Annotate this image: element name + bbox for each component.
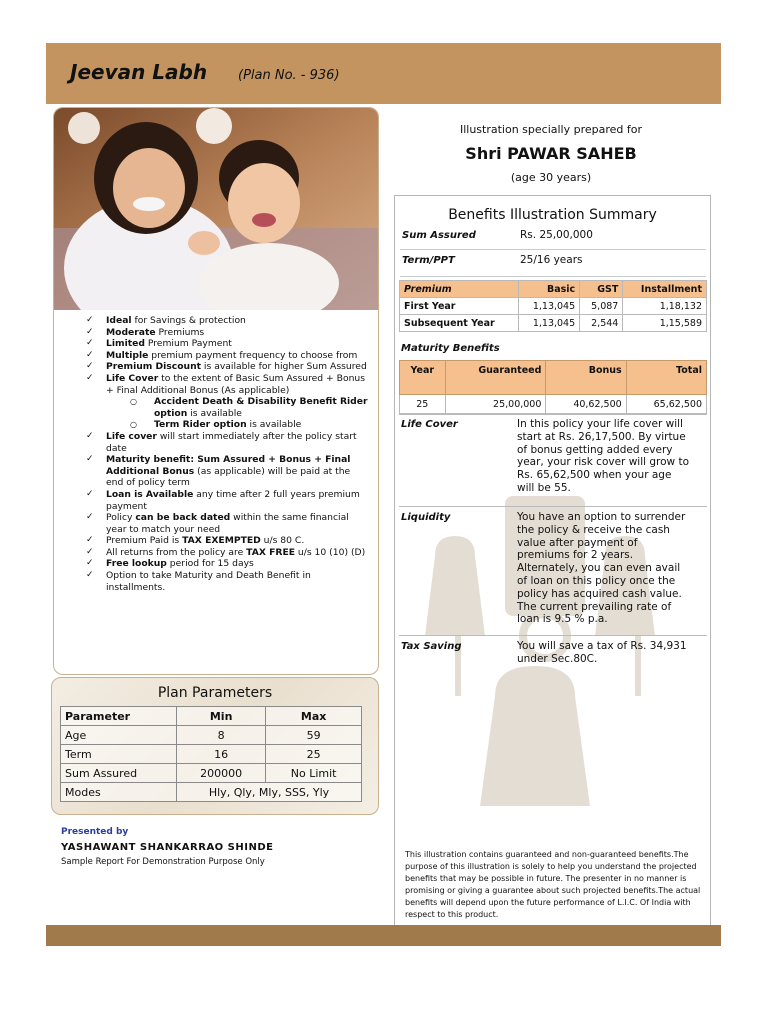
feature-text: Premiums xyxy=(155,326,205,338)
modes-value: Hly, Qly, Mly, SSS, Yly xyxy=(177,783,362,802)
guaranteed-header: Guaranteed xyxy=(445,361,546,395)
summary-title: Benefits Illustration Summary xyxy=(448,207,657,223)
feature-emphasis: Loan is Available xyxy=(106,488,194,500)
feature-item xyxy=(84,373,369,396)
gst-value: 2,544 xyxy=(580,315,623,332)
brochure-page xyxy=(46,43,721,946)
feature-text: for Savings & protection xyxy=(131,315,246,326)
bullet-circle-icon: ○ xyxy=(130,397,137,407)
feature-item xyxy=(84,547,369,559)
feature-item xyxy=(84,512,369,535)
life-cover-text: In this policy your life cover will start at Rs. 26,17,500. By virtue of bonus getting added every year, your risk cover will grow to Rs. 65,62,500 when your age will be 55. xyxy=(517,418,690,494)
feature-emphasis: Accident Death & Disability Benefit Rider option xyxy=(154,396,368,419)
bonus-header: Bonus xyxy=(546,361,626,395)
feature-text: is available xyxy=(246,419,302,431)
check-icon: ✓ xyxy=(86,372,94,383)
total-value: 65,62,500 xyxy=(626,395,706,415)
gst-value: 5,087 xyxy=(580,298,623,315)
feature-text: is available xyxy=(187,407,242,419)
feature-emphasis: Free lookup xyxy=(106,558,167,570)
check-icon: ✓ xyxy=(86,546,94,557)
maturity-table xyxy=(399,360,707,415)
check-icon: ✓ xyxy=(86,535,94,546)
table-row xyxy=(61,745,362,764)
term-row xyxy=(400,252,706,277)
year-header: Year xyxy=(400,361,446,395)
gst-header: GST xyxy=(580,281,623,298)
feature-item xyxy=(84,431,369,454)
check-icon: ✓ xyxy=(86,488,94,499)
basic-value: 1,13,045 xyxy=(518,315,579,332)
param-max: No Limit xyxy=(266,764,362,783)
agent-name: YASHAWANT SHANKARRAO SHINDE xyxy=(61,842,274,853)
feature-text: within the same financial year to match your need xyxy=(106,512,349,535)
total-header: Total xyxy=(626,361,706,395)
feature-emphasis: Life Cover xyxy=(106,372,159,384)
table-row xyxy=(61,783,362,802)
feature-emphasis: TAX FREE xyxy=(246,546,296,558)
feature-item xyxy=(84,419,369,431)
feature-text: Premium Payment xyxy=(144,338,232,350)
plan-number: (Plan No. - 936) xyxy=(238,68,340,83)
sum-assured-value: Rs. 25,00,000 xyxy=(520,229,593,241)
plan-parameters-box xyxy=(51,677,379,815)
feature-item xyxy=(84,558,369,570)
client-age: (age 30 years) xyxy=(510,171,592,184)
max-header: Max xyxy=(266,707,362,726)
sum-assured-label: Sum Assured xyxy=(402,230,476,241)
feature-text: will start immediately after the policy start date xyxy=(106,430,357,454)
param-max: 59 xyxy=(266,726,362,745)
feature-text: period for 15 days xyxy=(166,558,254,570)
feature-text: Option to take Maturity and Death Benefit in installments. xyxy=(106,570,311,593)
features-card xyxy=(53,107,379,675)
param-header: Parameter xyxy=(61,707,177,726)
check-icon: ✓ xyxy=(86,558,94,569)
feature-text: u/s 80 C. xyxy=(260,535,305,547)
param-min: 16 xyxy=(177,745,266,764)
installment-header: Installment xyxy=(623,281,707,298)
life-cover-label: Life Cover xyxy=(401,419,458,430)
premium-table xyxy=(399,280,707,332)
feature-emphasis: Term Rider option xyxy=(154,419,247,431)
mother-child-photo xyxy=(54,108,378,310)
premium-period: First Year xyxy=(400,298,519,315)
maturity-year: 25 xyxy=(400,395,446,415)
feature-item xyxy=(84,315,369,327)
feature-emphasis: TAX EXEMPTED xyxy=(182,535,261,547)
liquidity-label: Liquidity xyxy=(401,512,451,523)
table-row xyxy=(400,315,707,332)
installment-value: 1,15,589 xyxy=(623,315,707,332)
feature-emphasis: Multiple xyxy=(106,349,149,361)
header-bar xyxy=(46,43,721,104)
maturity-title: Maturity Benefits xyxy=(401,343,500,354)
check-icon: ✓ xyxy=(86,570,94,581)
feature-emphasis: Life cover xyxy=(106,430,157,442)
feature-text: premium payment frequency to choose from xyxy=(148,349,358,361)
plan-parameters-table xyxy=(60,706,362,802)
footer-bar xyxy=(46,925,721,946)
param-name: Sum Assured xyxy=(61,764,177,783)
feature-item xyxy=(84,454,369,489)
check-icon: ✓ xyxy=(86,430,94,441)
feature-item xyxy=(84,535,369,547)
feature-list xyxy=(84,315,369,593)
table-row xyxy=(400,298,707,315)
param-name: Modes xyxy=(61,783,177,802)
feature-item xyxy=(84,396,369,419)
feature-text: to the extent of Basic Sum Assured + Bonus + Final Additional Bonus (As applicable) xyxy=(106,372,366,396)
check-icon: ✓ xyxy=(86,349,94,360)
table-row xyxy=(61,764,362,783)
installment-value: 1,18,132 xyxy=(623,298,707,315)
tax-saving-text: You will save a tax of Rs. 34,931 under Sec.80C. xyxy=(517,640,687,665)
feature-item xyxy=(84,489,369,512)
feature-emphasis: Ideal xyxy=(106,315,132,326)
basic-header: Basic xyxy=(518,281,579,298)
feature-emphasis: Premium Discount xyxy=(106,361,202,373)
life-cover-section xyxy=(399,413,707,506)
term-label: Term/PPT xyxy=(402,255,455,266)
table-row xyxy=(61,726,362,745)
feature-emphasis: Moderate xyxy=(106,326,156,338)
param-min: 8 xyxy=(177,726,266,745)
presented-by-label: Presented by xyxy=(61,827,129,837)
feature-item xyxy=(84,327,369,339)
tax-saving-section xyxy=(399,635,707,676)
feature-text: All returns from the policy are xyxy=(106,546,247,558)
illustration-intro: Illustration specially prepared for xyxy=(459,123,643,136)
guaranteed-value: 25,00,000 xyxy=(445,395,546,415)
feature-emphasis: Maturity benefit: Sum Assured + Bonus + Final Additional Bonus xyxy=(106,454,351,477)
min-header: Min xyxy=(177,707,266,726)
premium-header: Premium xyxy=(400,281,519,298)
basic-value: 1,13,045 xyxy=(518,298,579,315)
feature-text: any time after 2 full years premium payment xyxy=(106,488,360,512)
bullet-circle-icon: ○ xyxy=(130,420,137,430)
feature-text: is available for higher Sum Assured xyxy=(201,361,367,373)
premium-period: Subsequent Year xyxy=(400,315,519,332)
benefits-summary-box xyxy=(394,195,711,926)
check-icon: ✓ xyxy=(86,338,94,349)
client-name: Shri PAWAR SAHEB xyxy=(465,144,637,163)
plan-parameters-title: Plan Parameters xyxy=(157,685,273,701)
liquidity-text: You have an option to surrender the policy & receive the cash value after payment of premiums for 2 years. Alternately, you can even avail of loan on this policy once the policy has acquired cash value. The current prevailing rate of loan is 9.5 % p.a. xyxy=(517,511,686,626)
table-row xyxy=(400,395,707,415)
term-value: 25/16 years xyxy=(520,254,583,266)
disclaimer-text: This illustration contains guaranteed and non-guaranteed benefits.The purpose of this illustration is solely to help you understand the projected benefits that may be possible in future. The presenter in no manner is promising or giving a guarantee about such projected benefits.The actual benefits will depend upon the future performance of L.I.C. Of India with respect to this product. xyxy=(405,850,701,919)
sum-assured-row xyxy=(400,227,706,250)
feature-emphasis: Limited xyxy=(106,338,145,350)
sample-note: Sample Report For Demonstration Purpose Only xyxy=(61,857,265,867)
param-name: Age xyxy=(61,726,177,745)
feature-text: Policy xyxy=(106,512,136,524)
plan-title: Jeevan Labh xyxy=(70,60,208,84)
feature-item xyxy=(84,338,369,350)
feature-item xyxy=(84,361,369,373)
param-max: 25 xyxy=(266,745,362,764)
check-icon: ✓ xyxy=(86,326,94,337)
feature-item xyxy=(84,350,369,362)
check-icon: ✓ xyxy=(86,315,94,325)
param-min: 200000 xyxy=(177,764,266,783)
check-icon: ✓ xyxy=(86,361,94,372)
check-icon: ✓ xyxy=(86,454,94,465)
check-icon: ✓ xyxy=(86,512,94,523)
feature-text: u/s 10 (10) (D) xyxy=(295,546,366,558)
feature-item xyxy=(84,570,369,593)
feature-text: (as applicable) will be paid at the end of policy term xyxy=(106,465,351,489)
feature-text: Premium Paid is xyxy=(106,535,183,547)
liquidity-section xyxy=(399,506,707,635)
tax-saving-label: Tax Saving xyxy=(401,641,462,652)
param-name: Term xyxy=(61,745,177,764)
bonus-value: 40,62,500 xyxy=(546,395,626,415)
feature-emphasis: can be back dated xyxy=(135,512,231,524)
